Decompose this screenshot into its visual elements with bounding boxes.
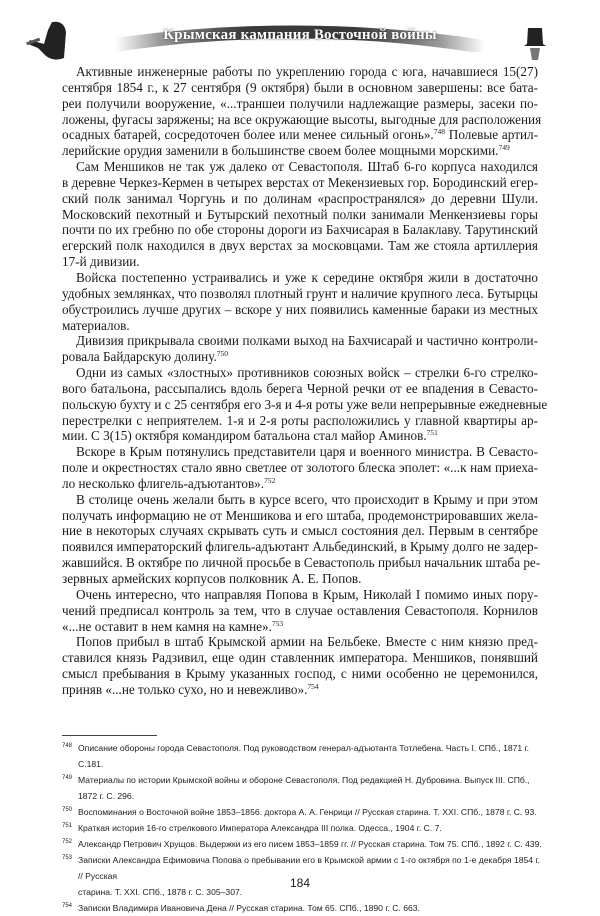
line-text: ский полк занимал Чоргунь и по долинам «распространялся» до деревни Шули. <box>62 190 538 206</box>
line-text: жавшийся. В октябре по личной просьбе в Севастополь прибыл начальник штаба ре- <box>62 555 541 571</box>
text-line <box>62 254 538 270</box>
footnote-number: 753 <box>62 855 73 861</box>
footnote-number: 754 <box>62 903 73 909</box>
footnote <box>62 900 542 916</box>
footnote-text: Воспоминания о Восточной войне 1853–1856. доктора А. А. Генрици // Русская старина. Т. XXI. СПб., 1878 г. С. 93. <box>78 807 537 817</box>
footnote-text: Материалы по истории Крымской войны и обороне Севастополя. Под редакцией Н. Дубровина. Выпуск III. СПб., 1872 г. С. 296. <box>78 775 530 801</box>
line-text: Активные инженерные работы по укреплению города с юга, начавшиеся 15(27) <box>76 64 538 79</box>
line-text: Полевые артил- <box>444 127 538 143</box>
line-text: перестрелки с неприятелем. 1-я и 2-я роты расположились у главной квартиры ар- <box>62 412 538 428</box>
line-text: удобных землянках, что позволял плотный грунт и наличие крупного леса. Бутырцы <box>62 285 538 301</box>
text-line <box>62 302 538 318</box>
text-line <box>62 571 538 587</box>
footnote <box>62 820 542 836</box>
text-line <box>62 318 538 334</box>
line-text: Московский пехотный и Бутырский пехотный полки занимали Менкензиевы горы <box>62 206 538 222</box>
text-line <box>62 207 538 223</box>
footnote-number: 752 <box>62 839 73 845</box>
text-line <box>62 222 538 238</box>
footnote-text: Записки Александра Ефимовича Попова о пребывании его в Крымской армии с 1-го октября по 1-е декабря 1854 г. // Русская <box>78 855 540 881</box>
footnote-ref[interactable]: 754 <box>307 681 319 691</box>
text-line <box>62 413 538 429</box>
line-text: материалов. <box>62 317 130 333</box>
text-line <box>62 111 542 128</box>
line-text: «...не оставит в нем камня на камне». <box>62 618 272 634</box>
line-text: ровала Байдарскую долину. <box>62 349 217 365</box>
footnote <box>62 836 542 852</box>
text-line <box>62 191 538 207</box>
text-line <box>62 143 538 159</box>
text-line <box>62 238 538 254</box>
text-line <box>62 64 538 80</box>
footnote-number: 749 <box>62 775 73 781</box>
line-text: польскую бухту и с 25 сентября его 3-я и 4-я роты уже вели непрерывные ежедневные <box>62 396 548 412</box>
footnote-text: старина. Т. XXI. СПб., 1878 г. С. 305–307. <box>78 887 243 897</box>
paragraph <box>62 491 541 587</box>
text-line <box>62 80 538 96</box>
line-text: егерский полк находился в двух верстах за московцами. Там же стояла артиллерия <box>62 238 538 254</box>
text-line <box>62 127 538 143</box>
footnote <box>62 772 542 804</box>
footnote-ref[interactable]: 749 <box>498 143 510 153</box>
footnote-ref[interactable]: 751 <box>426 428 438 438</box>
line-text: поле и окрестностях стало явно светлее от золотого блеска эполет: «...к нам приеха- <box>62 460 538 476</box>
page-number: 184 <box>289 876 311 890</box>
text-line <box>62 650 538 666</box>
footnote-ref[interactable]: 753 <box>271 618 284 628</box>
paragraph <box>62 64 542 159</box>
footnote-number: 751 <box>62 823 73 829</box>
footnote-separator <box>62 735 157 736</box>
line-text: ло несколько флигель-адъютантов». <box>62 475 265 491</box>
paragraph <box>62 270 538 333</box>
line-text: ложены, фугасы заряжены; на все окружающие высоты, выгодные для расположения <box>62 111 542 127</box>
paragraph <box>62 587 538 635</box>
footnote <box>62 740 542 772</box>
paragraph <box>62 634 538 697</box>
body-text <box>62 64 548 698</box>
text-line <box>62 428 538 444</box>
line-text: чений предписал контроль за тем, что в случае оставления Севастополя. Корнилов <box>62 602 538 618</box>
text-line <box>62 523 538 539</box>
footnote-ref[interactable]: 752 <box>264 475 276 485</box>
footnote-text: Краткая история 16-го стрелкового Императора Александра III полка. Одесса., 1904 г. С. 7. <box>78 823 442 833</box>
line-text: Попов прибыл в штаб Крымской армии на Бельбеке. Вместе с ним князю пред- <box>76 634 538 650</box>
soldier-illustration-left <box>24 18 72 64</box>
line-text: Дивизия прикрывала своими полками выход на Бахчисарай и частично контроли- <box>76 333 538 349</box>
line-text: Одни из самых «злостных» противников союзных войск – стрелки 6-го стрелко- <box>76 365 538 381</box>
text-line <box>62 96 538 112</box>
text-line <box>62 349 538 365</box>
text-line <box>62 460 538 476</box>
text-line <box>62 539 538 555</box>
line-text: сентября 1854 г., к 27 сентября (9 октября) были в основном завершены: все бата- <box>62 79 538 95</box>
line-text: в деревне Черкез-Кермен в четырех верстах от Мекензиевых гор. Бородинский егер- <box>62 174 538 190</box>
text-line <box>62 587 538 603</box>
paragraph <box>62 333 538 365</box>
footnote <box>62 804 542 820</box>
paragraph <box>62 444 538 492</box>
running-header-title: Крымская кампания Восточной войны <box>163 27 437 43</box>
line-text: обустроились лучше других – вскоре у них появились каменные бараки из местных <box>62 301 538 317</box>
line-text: смысл пребывания в Крыму указанных господ, с ними особенно не церемонился, <box>62 666 538 682</box>
text-line <box>62 396 548 413</box>
line-text: В столице очень желали быть в курсе всего, что происходит в Крыму и при этом <box>76 491 538 507</box>
line-text: приняв «...не только сухо, но и невежливо». <box>62 681 308 697</box>
text-line <box>62 175 538 191</box>
text-line <box>62 381 538 397</box>
footnote-number: 750 <box>62 807 73 813</box>
line-text: Сам Меншиков не так уж далеко от Севастополя. Штаб 6-го корпуса находился <box>76 159 538 175</box>
line-text: Войска постепенно устраивались и уже к середине октября жили в достаточно <box>76 269 538 285</box>
text-line <box>62 603 538 619</box>
footnote-ref[interactable]: 750 <box>216 349 229 359</box>
line-text: ставился князь Радзивил, еще один ставленник императора. Меншиков, понявший <box>62 650 538 666</box>
line-text: появился императорский флигель-адъютант Альбединский, в Крыму долго не задер- <box>62 539 538 555</box>
text-line <box>62 286 538 302</box>
text-line <box>62 159 538 175</box>
text-line <box>62 666 538 682</box>
paragraph <box>62 159 538 270</box>
footnote-text: Александр Петрович Хрущов. Выдержки из его писем 1853–1859 гг. // Русская старина. Том 75. СПб., 1892 г. С. 439. <box>78 839 542 849</box>
paragraph <box>62 365 548 444</box>
line-text: лерийские орудия заменили в большинстве своем более мощными морскими. <box>62 143 499 159</box>
line-text: ние в некоторых случаях скрывать суть и смысл состояния дел. Первым в сентябре <box>62 523 538 539</box>
line-text: Очень интересно, что направляя Попова в Крым, Николай I помимо иных пору- <box>76 586 538 602</box>
header-banner <box>115 18 485 52</box>
text-line <box>62 476 538 492</box>
footnote-number: 748 <box>62 743 73 749</box>
line-text: 17-й дивизии. <box>62 254 140 270</box>
footnote-text: Записки Владимира Ивановича Дена // Русская старина. Том 65. СПб., 1890 г. С. 663. <box>78 903 420 913</box>
line-text: мии. С 3(15) октября командиром батальона стал майор Аминов. <box>62 428 427 444</box>
text-line <box>62 619 538 635</box>
line-text: зервных армейских корпусов полковник А. Е. Попов. <box>62 571 362 586</box>
line-text: Вскоре в Крым потянулись представители царя и военного министра. В Севасто- <box>76 444 538 460</box>
text-line <box>62 508 538 524</box>
text-line <box>62 492 538 508</box>
footnote-ref[interactable]: 748 <box>433 127 445 137</box>
line-text: вого батальона, рассыпались вдоль берега Черной речки от ее впадения в Севасто- <box>62 380 538 396</box>
text-line <box>62 333 538 349</box>
line-text: реи получили вооружение, «...траншеи получили надлежащие размеры, засеки по- <box>62 95 538 111</box>
text-line <box>62 365 538 381</box>
line-text: осадных батарей, сосредоточен более или менее сильный огонь». <box>62 127 434 143</box>
text-line <box>62 270 538 286</box>
line-text: получать информацию не от Меншикова и его штаба, продемонстрировавших жела- <box>62 507 538 523</box>
text-line <box>62 682 538 698</box>
text-line <box>62 634 538 650</box>
footnote-text: Описание обороны города Севастополя. Под руководством генерал-адъютанта Тотлебена. Часть I. СПб., 1871 г. С.181. <box>78 743 530 769</box>
text-line <box>62 444 538 460</box>
text-line <box>62 555 541 571</box>
line-text: почти по их гребню по обе стороны дороги из Бахчисарая в Балаклаву. Тарутинский <box>62 222 538 238</box>
